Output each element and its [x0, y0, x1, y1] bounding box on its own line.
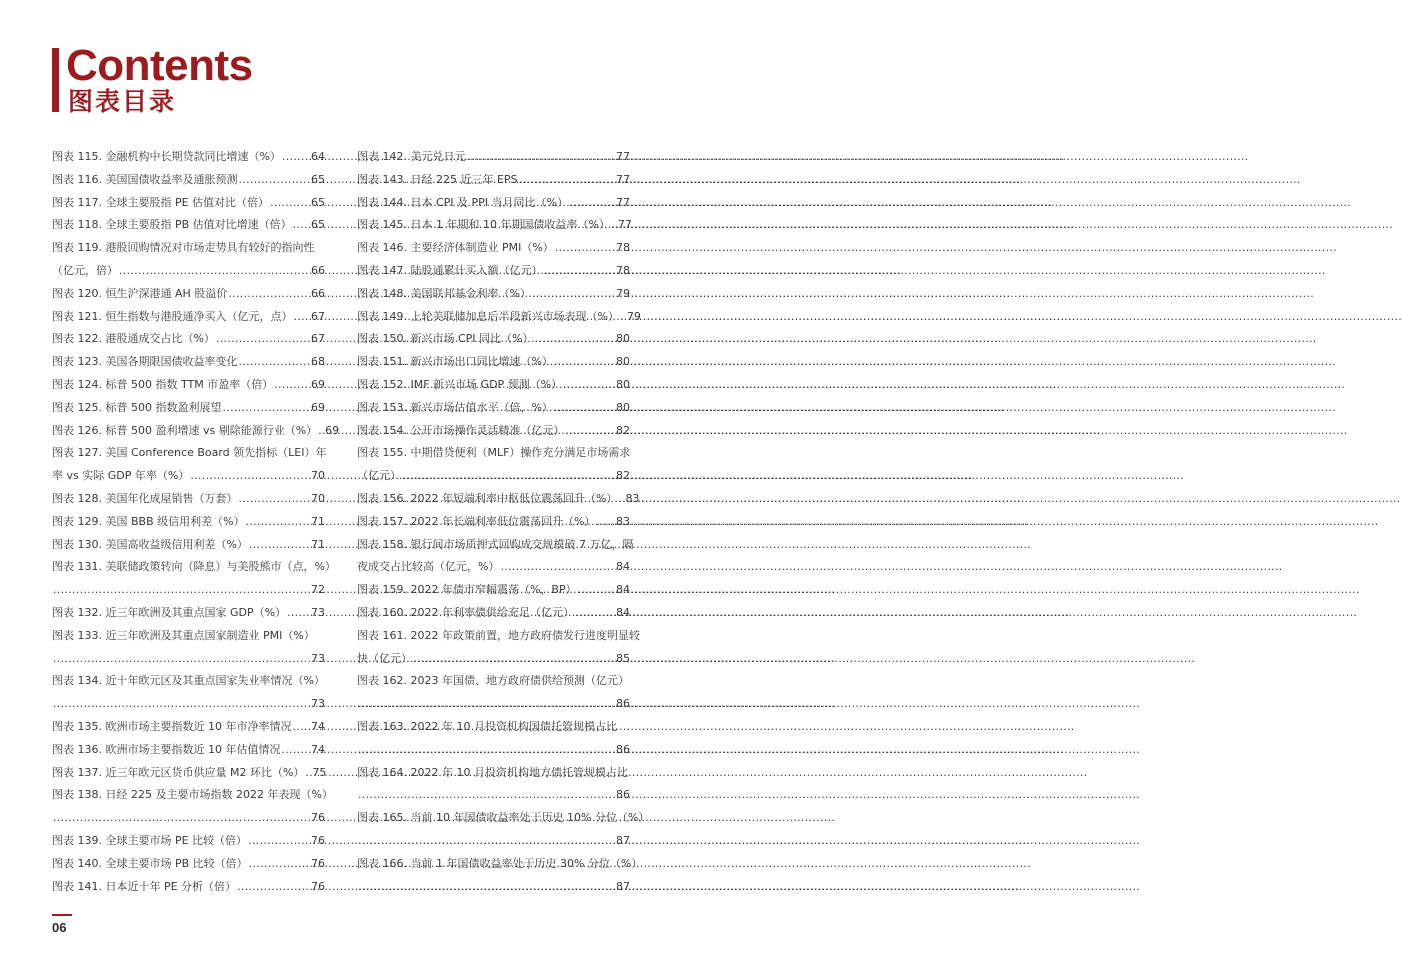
toc-leader-dots [248, 830, 310, 853]
toc-entry-title: 图表 126. 标普 500 盈利增速 vs 剔除能源行业（%） [52, 423, 318, 437]
toc-entry[interactable] [52, 169, 325, 192]
toc-entry-page: 80 [616, 332, 630, 346]
toc-entry[interactable] [357, 214, 630, 237]
toc-entry-page: 79 [616, 286, 630, 300]
toc-entry-page: 84 [616, 605, 630, 619]
toc-entry[interactable] [52, 397, 325, 420]
toc-entry-title: 图表 118. 全球主要股指 PB 估值对比增速（倍） [52, 218, 292, 232]
toc-entry-page: 71 [311, 514, 325, 528]
toc-entry-title: 图表 150. 新兴市场 CPI 同比（%） [357, 332, 534, 346]
toc-entry[interactable] [357, 237, 630, 260]
toc-leader-dots [292, 716, 310, 739]
toc-entry-page: 76 [311, 879, 325, 893]
toc-entry-title: 图表 164. 2022 年 10 月投资机构地方债托管规模占比 [357, 765, 628, 779]
toc-entry-title: 图表 147. 陆股通累计买入额（亿元） [357, 263, 543, 277]
toc-entry-page: 69 [325, 423, 340, 437]
toc-leader-dots [413, 648, 615, 671]
toc-entry-title: 图表 149. 上轮美联储加息后半段新兴市场表现（%） [357, 309, 619, 323]
toc-leader-dots [238, 169, 310, 192]
toc-entry-page: 70 [311, 491, 325, 505]
toc-entry-title: 图表 123. 美国各期限国债收益率变化 [52, 355, 238, 369]
toc-entry-title: 图表 115. 金融机构中长期贷款同比增速（%） [52, 150, 281, 163]
toc-entry-title: 图表 137. 近三年欧元区货币供应量 M2 环比（%） [52, 765, 305, 779]
toc-entry-title: 图表 135. 欧洲市场主要指数近 10 年市净率情况 [52, 719, 292, 733]
toc-entry-title: 图表 165. 当前 10 年国债收益率处于历史 10% 分位（%） [357, 811, 650, 825]
toc-entry-page: 73 [311, 651, 325, 665]
toc-leader-dots [53, 807, 310, 830]
toc-leader-dots [358, 739, 615, 762]
toc-entry-page: 84 [616, 583, 630, 597]
toc-leader-dots [578, 579, 615, 602]
toc-leader-dots [535, 328, 616, 351]
toc-entry-page: 74 [311, 742, 325, 756]
toc-leader-dots [53, 648, 310, 671]
toc-entry[interactable] [52, 830, 325, 853]
toc-leader-dots [246, 511, 310, 534]
toc-leader-dots [618, 488, 624, 511]
toc-leader-dots [305, 762, 311, 785]
toc-entry[interactable] [52, 306, 325, 329]
toc-entry[interactable] [52, 442, 325, 488]
toc-leader-dots [554, 351, 615, 374]
toc-entry-page: 87 [616, 833, 630, 847]
toc-entry-page: 77 [616, 195, 630, 209]
toc-entry[interactable] [357, 420, 630, 443]
toc-entry[interactable] [52, 602, 325, 625]
toc-entry[interactable] [52, 420, 340, 443]
toc-leader-dots [293, 306, 310, 329]
toc-entry[interactable] [357, 807, 650, 853]
title-accent-bar [52, 48, 59, 112]
toc-entry[interactable] [52, 374, 325, 397]
toc-entry-page: 76 [311, 811, 325, 825]
toc-entry-title: 图表 125. 标普 500 指数盈利展望 [52, 400, 222, 414]
toc-entry-page: 65 [311, 218, 325, 232]
toc-leader-dots [543, 260, 615, 283]
toc-leader-dots [563, 374, 615, 397]
toc-entry-title: 图表 146. 主要经济体制造业 PMI（%） [357, 241, 554, 255]
toc-leader-dots [358, 830, 615, 853]
toc-entry[interactable] [357, 670, 630, 716]
toc-entry-title: 图表 117. 全球主要股指 PE 估值对比（倍） [52, 195, 270, 209]
toc-leader-dots [237, 876, 310, 899]
toc-entry-title: 图表 119. 港股回购情况对市场走势具有较好的指向性 [52, 241, 315, 255]
toc-entry[interactable] [52, 283, 325, 306]
toc-entry[interactable] [357, 351, 630, 374]
toc-entry-page: 74 [311, 719, 325, 733]
toc-entry-title: 图表 151. 新兴市场出口同比增速（%） [357, 355, 553, 369]
toc-entry-title: 图表 154. 公开市场操作灵活精准（亿元） [357, 423, 565, 437]
toc-entry-title: 图表 142. 美元兑日元 [357, 150, 466, 163]
toc-entry[interactable] [357, 306, 641, 329]
toc-entry[interactable] [52, 853, 325, 876]
toc-leader-dots [555, 237, 615, 260]
toc-entry-page: 78 [616, 241, 630, 255]
toc-leader-dots [282, 146, 310, 169]
toc-leader-dots [249, 534, 310, 557]
toc-entry-page: 77 [617, 218, 632, 232]
toc-entry-page: 87 [616, 879, 630, 893]
toc-leader-dots [554, 397, 615, 420]
toc-entry-page: 66 [311, 286, 325, 300]
toc-entry-title: 图表 132. 近三年欧洲及其重点国家 GDP（%） [52, 605, 287, 619]
toc-entry[interactable] [357, 488, 640, 511]
toc-entry-title: 图表 158. 银行间市场质押式回购成交规模破 7 万亿，隔 [357, 537, 634, 551]
toc-entry[interactable] [52, 214, 325, 237]
toc-entry[interactable] [52, 670, 325, 716]
page-title: Contents [66, 41, 253, 90]
toc-leader-dots [119, 260, 310, 283]
toc-entry-page: 83 [616, 514, 630, 528]
toc-entry-title-continued: 快（亿元） [357, 651, 412, 665]
toc-leader-dots [532, 283, 615, 306]
toc-leader-dots [575, 602, 615, 625]
toc-entry-title: 图表 141. 日本近十年 PE 分析（倍） [52, 879, 237, 893]
toc-entry-title: 图表 133. 近三年欧洲及其重点国家制造业 PMI（%） [52, 628, 315, 642]
toc-leader-dots [270, 192, 310, 215]
toc-entry-page: 86 [616, 697, 630, 711]
toc-entry[interactable] [52, 511, 325, 534]
toc-entry[interactable] [52, 488, 325, 511]
toc-entry[interactable] [52, 625, 325, 671]
page-subtitle: 图表目录 [68, 87, 177, 116]
toc-entry[interactable] [357, 169, 630, 192]
toc-entry-title: 图表 145. 日本 1 年期和 10 年期国债收益率（%） [357, 218, 610, 232]
toc-entry[interactable] [357, 602, 630, 625]
toc-entry-title: 图表 116. 美国国债收益率及通胀预测 [52, 172, 238, 186]
toc-entry[interactable] [52, 192, 325, 215]
toc-entry-page: 65 [311, 195, 325, 209]
toc-leader-dots [596, 511, 615, 534]
toc-leader-dots [238, 488, 310, 511]
toc-entry-title: 图表 129. 美国 BBB 级信用利差（%） [52, 514, 245, 528]
toc-leader-dots [402, 465, 615, 488]
toc-entry[interactable] [357, 716, 630, 762]
toc-entry-page: 80 [616, 355, 630, 369]
toc-entry-title: 图表 157. 2022 年长端利率低位震荡回升（%） [357, 514, 596, 528]
toc-entry-title: 图表 152. IMF 新兴市场 GDP 预测（%） [357, 377, 563, 391]
toc-entry-title-continued: （亿元） [357, 469, 401, 483]
toc-leader-dots [238, 351, 310, 374]
toc-entry-title: 图表 122. 港股通成交占比（%） [52, 332, 215, 346]
toc-leader-dots [287, 602, 310, 625]
toc-entry-page: 75 [312, 765, 327, 779]
toc-entry-title: 图表 166. 当前 1 年国债收益率处于历史 30% 分位（%） [357, 856, 643, 870]
toc-entry-page: 65 [311, 172, 325, 186]
toc-entry-page: 80 [616, 400, 630, 414]
toc-entry-page: 80 [616, 377, 630, 391]
toc-entry[interactable] [357, 146, 630, 169]
toc-entry-title: 图表 156. 2022 年短端利率中枢低位震荡回升（%） [357, 491, 618, 505]
toc-entry[interactable] [357, 579, 630, 602]
toc-entry-page: 71 [311, 537, 325, 551]
toc-entry-title: 图表 128. 美国年化成屋销售（万套） [52, 491, 238, 505]
toc-leader-dots [274, 374, 310, 397]
toc-entry[interactable] [357, 328, 630, 351]
toc-entry-page: 86 [616, 788, 630, 802]
toc-entry[interactable] [357, 762, 630, 808]
toc-entry[interactable] [52, 237, 325, 283]
toc-entry[interactable] [357, 511, 630, 534]
toc-entry-page: 85 [616, 651, 630, 665]
toc-entry-page: 70 [311, 469, 325, 483]
toc-entry-title: 图表 143. 日经 225 近三年 EPS [357, 172, 518, 186]
toc-entry-page: 73 [311, 605, 325, 619]
toc-entry[interactable] [52, 876, 325, 899]
toc-entry-title: 图表 159. 2022 年债市窄幅震荡（%，BP） [357, 583, 577, 597]
toc-entry[interactable] [52, 762, 325, 785]
toc-leader-dots [620, 306, 626, 329]
toc-entry-title: 图表 136. 欧洲市场主要指数近 10 年估值情况 [52, 742, 281, 756]
toc-entry[interactable] [357, 397, 630, 420]
toc-leader-dots [500, 556, 615, 579]
toc-entry[interactable] [52, 351, 325, 374]
toc-leader-dots [190, 465, 310, 488]
toc-leader-dots [53, 579, 310, 602]
toc-leader-dots [293, 214, 310, 237]
toc-entry-title-continued: 夜成交占比较高（亿元，%） [357, 560, 500, 574]
toc-entry[interactable] [357, 260, 630, 283]
toc-entry-title: 图表 127. 美国 Conference Board 领先指标（LEI）年 [52, 446, 327, 460]
toc-entry[interactable] [357, 534, 634, 580]
toc-leader-dots [53, 693, 310, 716]
toc-entry[interactable] [52, 146, 325, 169]
toc-entry-title: 图表 138. 日经 225 及主要市场指数 2022 年表现（%） [52, 788, 333, 802]
toc-leader-dots [519, 169, 615, 192]
toc-entry-page: 82 [616, 423, 630, 437]
toc-entry-title: 图表 121. 恒生指数与港股通净买入（亿元，点） [52, 309, 293, 323]
toc-leader-dots [216, 328, 310, 351]
toc-entry[interactable] [357, 625, 640, 671]
toc-entry-title: 图表 153. 新兴市场估值水平（倍，%） [357, 400, 553, 414]
toc-entry-page: 68 [311, 355, 325, 369]
toc-entry[interactable] [52, 534, 325, 557]
toc-entry[interactable] [357, 192, 630, 215]
toc-entry-page: 73 [311, 697, 325, 711]
toc-entry-page: 67 [311, 332, 325, 346]
toc-entry-title: 图表 155. 中期借贷便利（MLF）操作充分满足市场需求 [357, 446, 631, 460]
toc-entry-page: 76 [311, 856, 325, 870]
toc-entry-title: 图表 124. 标普 500 指数 TTM 市盈率（倍） [52, 377, 274, 391]
toc-entry-title: 图表 130. 美国高收益级信用利差（%） [52, 537, 248, 551]
toc-entry-title: 图表 120. 恒生沪深港通 AH 股溢价 [52, 286, 228, 300]
toc-entry[interactable] [357, 283, 630, 306]
toc-leader-dots [222, 397, 310, 420]
toc-entry-title: 图表 160. 2022 年利率债供给充足（亿元） [357, 605, 574, 619]
toc-entry-page: 77 [616, 150, 630, 163]
toc-entry-title: 图表 161. 2022 年政策前置，地方政府债发行进度明显较 [357, 628, 640, 642]
toc-entry-title: 图表 131. 美联储政策转向（降息）与美股熊市（点，%） [52, 560, 336, 574]
toc-entry-page: 82 [616, 469, 630, 483]
toc-entry-page: 69 [311, 377, 325, 391]
toc-entry-page: 66 [311, 263, 325, 277]
toc-entry-title-continued: 率 vs 实际 GDP 年率（%） [52, 469, 190, 483]
toc-leader-dots [358, 876, 615, 899]
toc-entry-title: 图表 144. 日本 CPI 及 PPI 当月同比（%） [357, 195, 568, 209]
toc-entry[interactable] [52, 556, 336, 602]
toc-entry[interactable] [52, 784, 333, 830]
toc-leader-dots [467, 146, 616, 169]
toc-entry-page: 86 [616, 742, 630, 756]
toc-entry[interactable] [357, 853, 643, 899]
toc-entry[interactable] [357, 442, 630, 488]
toc-entry-title-continued: （亿元，倍） [52, 263, 118, 277]
toc-leader-dots [569, 192, 615, 215]
toc-entry-page: 78 [616, 263, 630, 277]
toc-entry-page: 67 [311, 309, 325, 323]
toc-entry-page: 69 [311, 400, 325, 414]
toc-leader-dots [228, 283, 310, 306]
toc-column-right [357, 146, 650, 898]
toc-entry-page: 64 [311, 150, 325, 163]
toc-entry-title: 图表 148. 美国联邦基金利率（%） [357, 286, 531, 300]
toc-entry[interactable] [52, 716, 325, 739]
toc-entry-page: 77 [616, 172, 630, 186]
toc-entry-page: 83 [625, 491, 640, 505]
footer-accent-bar [52, 914, 72, 916]
toc-entry[interactable] [52, 328, 325, 351]
toc-entry[interactable] [357, 374, 630, 397]
toc-leader-dots [281, 739, 310, 762]
toc-entry-title: 图表 139. 全球主要市场 PE 比较（倍） [52, 833, 248, 847]
toc-entry-title: 图表 140. 全球主要市场 PB 比较（倍） [52, 856, 248, 870]
toc-leader-dots [249, 853, 310, 876]
toc-leader-dots [358, 784, 615, 807]
toc-entry-page: 72 [311, 583, 325, 597]
toc-leader-dots [565, 420, 615, 443]
toc-entry[interactable] [52, 739, 325, 762]
toc-column-left [52, 146, 340, 898]
toc-entry-title: 图表 163. 2022 年 10 月投资机构国债托管规模占比 [357, 719, 617, 733]
toc-leader-dots [358, 693, 615, 716]
toc-entry-page: 76 [311, 833, 325, 847]
toc-entry-title: 图表 162. 2023 年国债、地方政府债供给预测（亿元） [357, 674, 629, 688]
toc-leader-dots [611, 214, 617, 237]
toc-entry-page: 79 [626, 309, 641, 323]
toc-leader-dots [318, 420, 324, 443]
toc-entry-title: 图表 134. 近十年欧元区及其重点国家失业率情况（%） [52, 674, 325, 688]
page-number: 06 [52, 920, 67, 935]
toc-entry-page: 84 [616, 560, 630, 574]
